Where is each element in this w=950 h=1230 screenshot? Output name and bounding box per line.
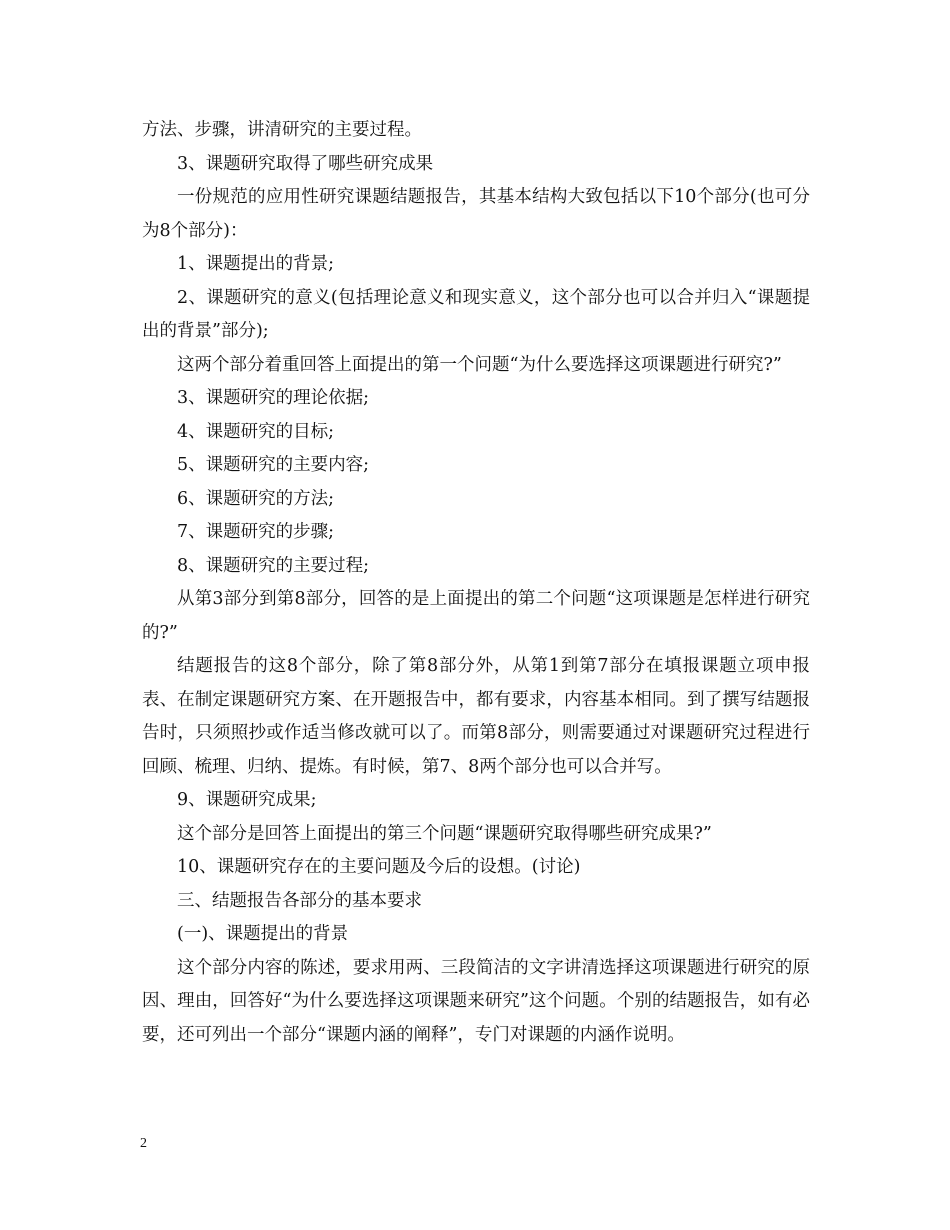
paragraph: 一份规范的应用性研究课题结题报告，其基本结构大致包括以下10个部分(也可分为8个部分)： xyxy=(142,187,810,241)
paragraph: 方法、步骤，讲清研究的主要过程。 xyxy=(142,120,422,140)
paragraph: (一)、课题提出的背景 xyxy=(177,924,349,944)
paragraph: 8、课题研究的主要过程; xyxy=(177,555,370,576)
paragraph: 这两个部分着重回答上面提出的第一个问题“为什么要选择这项课题进行研究?” xyxy=(177,354,782,375)
paragraph: 这个部分内容的陈述，要求用两、三段简洁的文字讲清选择这项课题进行研究的原因、理由，回答好“为什么要选择这项课题来研究”这个问题。个别的结题报告，如有必要，还可列出一个部分“课题内涵的阐释”，专门对课题的内涵作说明。 xyxy=(142,957,810,1045)
document-body xyxy=(142,114,810,1052)
paragraph: 7、课题研究的步骤; xyxy=(177,522,335,542)
paragraph: 1、课题提出的背景; xyxy=(177,254,335,274)
paragraph: 9、课题研究成果; xyxy=(177,790,317,810)
paragraph: 3、课题研究取得了哪些研究成果 xyxy=(177,153,434,174)
paragraph: 三、结题报告各部分的基本要求 xyxy=(177,890,422,911)
paragraph: 从第3部分到第8部分，回答的是上面提出的第二个问题“这项课题是怎样进行研究的?” xyxy=(142,589,810,643)
page-number: 2 xyxy=(140,1136,147,1151)
paragraph: 2、课题研究的意义(包括理论意义和现实意义，这个部分也可以合并归入“课题提出的背景”部分); xyxy=(142,287,810,341)
paragraph: 结题报告的这8个部分，除了第8部分外，从第1到第7部分在填报课题立项申报表、在制定课题研究方案、在开题报告中，都有要求，内容基本相同。到了撰写结题报告时，只须照抄或作适当修改就可以了。而第8部分，则需要通过对课题研究过程进行回顾、梳理、归纳、提炼。有时候，第7、8两个部分也可以合并写。 xyxy=(142,656,810,777)
paragraph: 这个部分是回答上面提出的第三个问题“课题研究取得哪些研究成果?” xyxy=(177,823,712,844)
paragraph: 5、课题研究的主要内容; xyxy=(177,455,370,475)
paragraph: 6、课题研究的方法; xyxy=(177,488,335,509)
paragraph: 3、课题研究的理论依据; xyxy=(177,388,370,408)
paragraph: 10、课题研究存在的主要问题及今后的设想。(讨论) xyxy=(177,857,581,877)
paragraph: 4、课题研究的目标; xyxy=(177,421,335,442)
